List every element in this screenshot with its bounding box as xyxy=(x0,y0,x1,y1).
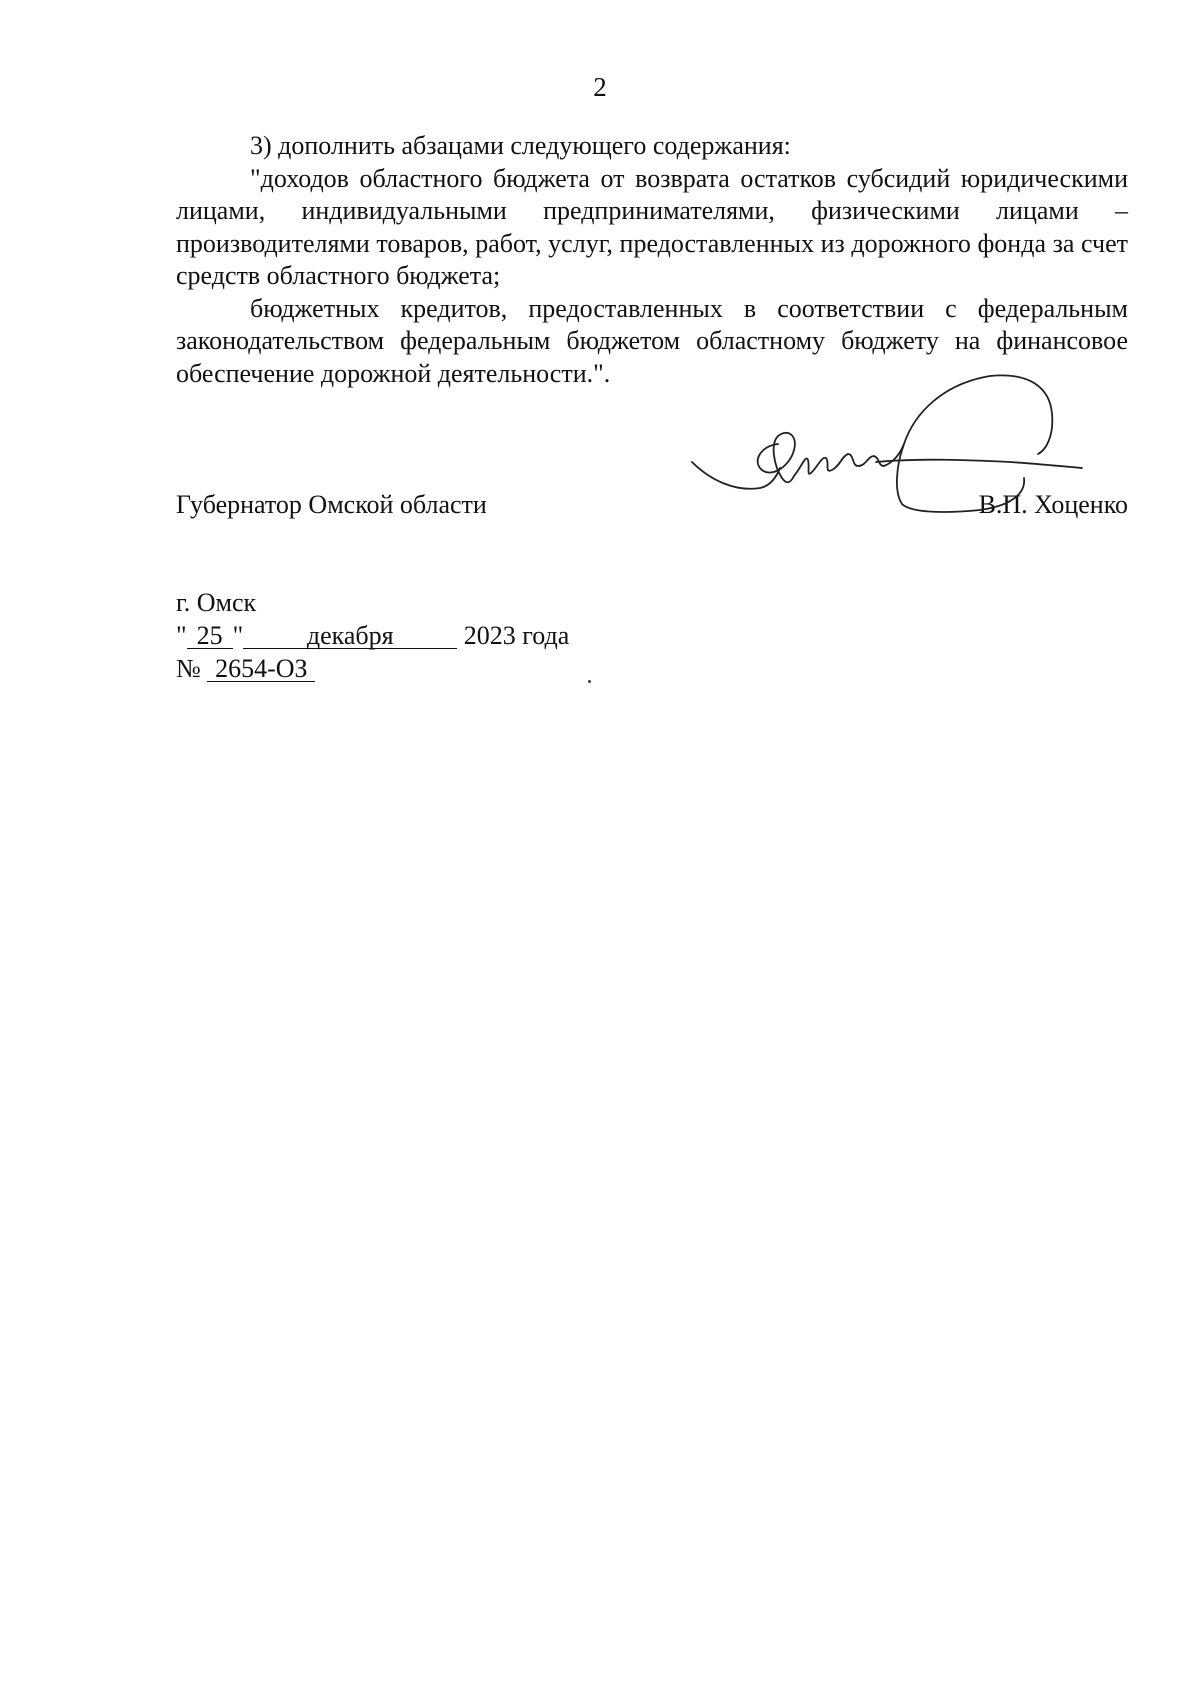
place-date-block xyxy=(176,586,569,685)
page-number: 2 xyxy=(593,72,607,102)
governor-name: В.П. Хоценко xyxy=(978,490,1128,519)
city-name: г. Омск xyxy=(176,588,257,617)
date-line xyxy=(176,619,569,652)
date-quote-close: " xyxy=(232,621,244,650)
document-body xyxy=(176,130,1128,390)
city-line xyxy=(176,586,569,619)
date-quote-open: " xyxy=(176,621,187,650)
date-month: декабря xyxy=(243,624,457,649)
date-year: 2023 года xyxy=(463,621,570,650)
paragraph-budget-credits: бюджетных кредитов, предоставленных в соответствии с федеральным законодательством федеральным бюджетом областному бюджету на финансовое обеспечение дорожной деятельности.". xyxy=(176,293,1128,388)
paragraph-amendment-intro: 3) дополнить абзацами следующего содержания: xyxy=(250,131,791,160)
law-number-line xyxy=(176,652,569,685)
law-number-prefix: № xyxy=(176,654,201,683)
date-day: 25 xyxy=(187,624,233,649)
paragraph-revenue-subsidies: "доходов областного бюджета от возврата остатков субсидий юридическими лицами, индивидуальными предпринимателями, физическими лицами – производителями товаров, работ, услуг, предоставленных из дорожного фонда за счет средств областного бюджета; xyxy=(176,163,1128,290)
law-number: 2654-ОЗ xyxy=(207,657,315,682)
scan-speck xyxy=(588,680,591,683)
handwritten-signature-icon xyxy=(690,370,1090,550)
governor-title: Губернатор Омской области xyxy=(176,490,487,519)
